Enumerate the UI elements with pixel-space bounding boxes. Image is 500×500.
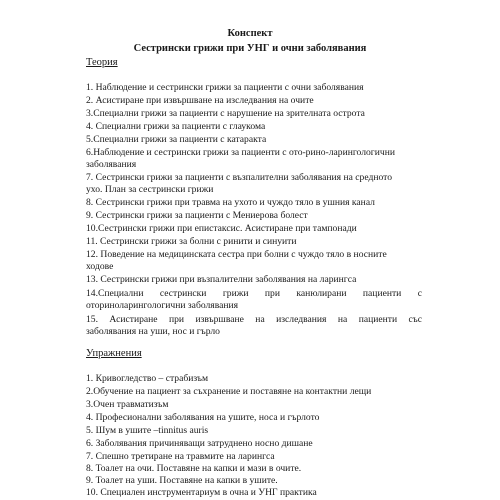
- exercise-line: 4. Професионални заболявания на ушите, носа и гърлото: [86, 412, 320, 423]
- exercise-line: 7. Спешно третиране на травмите на ларингса: [86, 451, 275, 462]
- theory-line: 1. Наблюдение и сестрински грижи за пациенти с очни заболявания: [86, 82, 364, 93]
- theory-line: 11. Сестрински грижи за болни с ринити и синуити: [86, 236, 297, 247]
- theory-line: заболявания: [86, 159, 137, 170]
- theory-line: 15. Асистиране при извършване на изследвания на пациенти със: [86, 314, 422, 325]
- theory-line: заболявания на уши, нос и гърло: [86, 326, 220, 337]
- exercise-line: 8. Тоалет на очи. Поставяне на капки и мази в очите.: [86, 463, 302, 474]
- theory-line: 6.Наблюдение и сестрински грижи за пациенти с ото-рино-ларингологични: [86, 147, 395, 158]
- document-title: Конспект: [227, 28, 273, 39]
- theory-line: 14.Специални сестрински грижи при канюлирани пациенти с: [86, 288, 422, 299]
- theory-line: 9. Сестрински грижи за пациенти с Мениерова болест: [86, 210, 308, 221]
- theory-heading: Теория: [86, 57, 118, 68]
- exercise-line: 2.Обучение на пациент за съхранение и поставяне на контактни лещи: [86, 386, 372, 397]
- theory-line: 8. Сестрински грижи при травма на ухото и чуждо тяло в ушния канал: [86, 197, 375, 208]
- document-subtitle: Сестрински грижи при УНГ и очни заболявания: [133, 43, 367, 54]
- theory-line: 10.Сестрински грижи при епистаксис. Асистиране при тампонади: [86, 223, 357, 234]
- theory-line: оториноларингологични заболявания: [86, 300, 239, 311]
- theory-line: ухо. План за сестрински грижи: [86, 184, 214, 195]
- exercise-line: 9. Тоалет на уши. Поставяне на капки в ушите.: [86, 475, 278, 486]
- theory-line: 4. Специални грижи за пациенти с глаукома: [86, 121, 266, 132]
- theory-line: 12. Поведение на медицинската сестра при болни с чуждо тяло в носните: [86, 249, 387, 260]
- exercise-line: 10. Специален инструментариум в очна и УНГ практика: [86, 487, 317, 498]
- exercises-heading: Упражнения: [86, 348, 142, 359]
- exercise-line: 5. Шум в ушите –tinnitus auris: [86, 425, 209, 436]
- theory-line: ходове: [86, 261, 114, 272]
- exercise-line: 1. Кривогледство – страбизъм: [86, 373, 209, 384]
- theory-line: 13. Сестрински грижи при възпалителни заболявания на ларингса: [86, 274, 357, 285]
- theory-line: 3.Специални грижи за пациенти с нарушение на зрителната острота: [86, 108, 365, 119]
- exercise-line: 3.Очен травматизъм: [86, 399, 169, 410]
- theory-line: 5.Специални грижи за пациенти с катаракта: [86, 134, 267, 145]
- exercise-line: 6. Заболявания причиняващи затруднено носно дишане: [86, 438, 313, 449]
- theory-line: 2. Асистиране при извършване на изследвания на очите: [86, 95, 314, 106]
- theory-line: 7. Сестрински грижи за пациенти с възпалителни заболявания на средното: [86, 172, 393, 183]
